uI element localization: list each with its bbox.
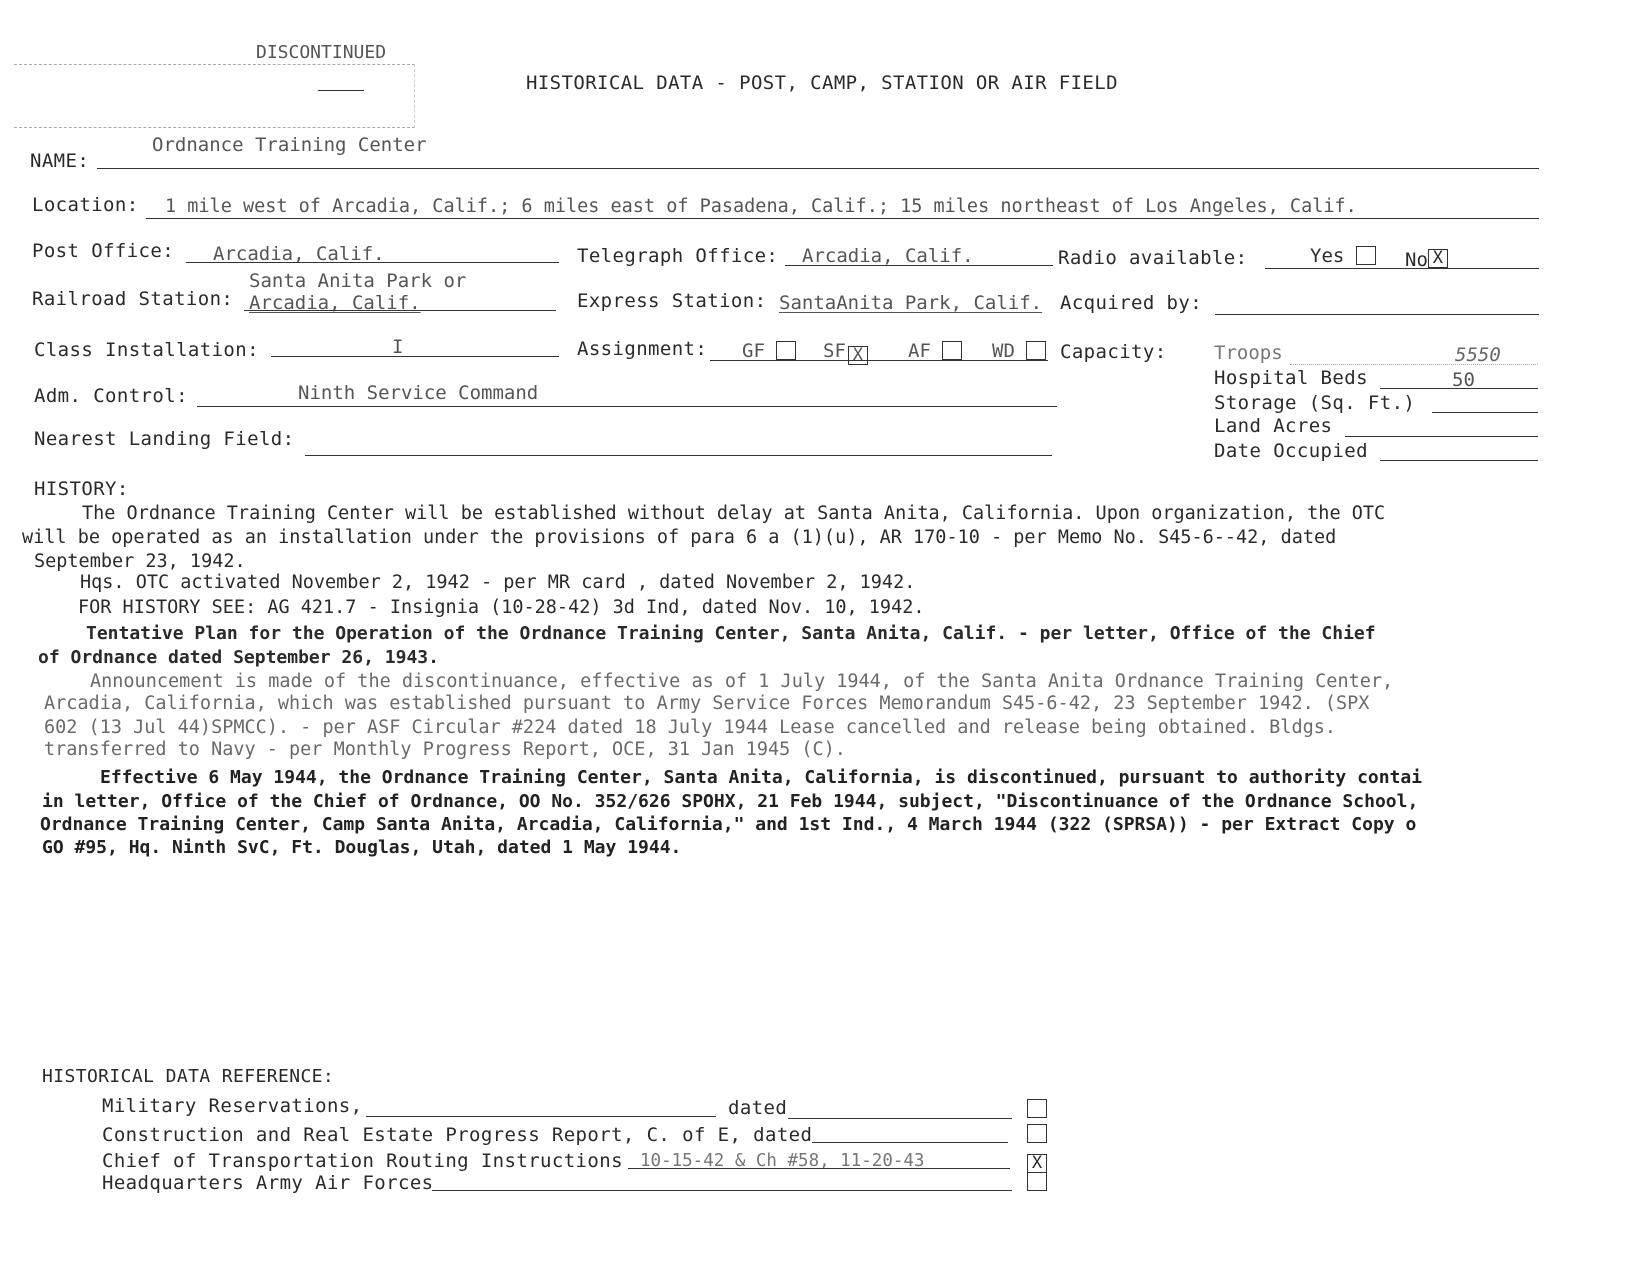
assign-af-label: AF <box>908 340 931 362</box>
ref-aaf-line <box>432 1190 1012 1191</box>
troops-line <box>1290 364 1538 365</box>
date-occupied-line <box>1380 460 1538 461</box>
radio-no-checkbox[interactable]: X <box>1428 249 1448 268</box>
stamp-box <box>14 64 415 128</box>
railroad-value-2: Arcadia, Calif. <box>249 292 421 314</box>
railroad-line <box>244 310 556 311</box>
history-p4-line1: Tentative Plan for the Operation of the Ordnance Training Center, Santa Anita, Calif. - per letter, Office of the Chief <box>86 623 1376 644</box>
class-value: I <box>392 336 404 358</box>
history-p1-line3: September 23, 1942. <box>34 551 246 572</box>
ref-military-line <box>366 1116 716 1117</box>
ref-construction-checkbox-wrap <box>1027 1123 1047 1145</box>
history-p5-line2: Arcadia, California, which was established pursuant to Army Service Forces Memorandum S45-6-42, 23 September 1942. (SPX <box>44 693 1370 714</box>
assign-wd-checkbox[interactable] <box>1026 341 1046 360</box>
history-p2: Hqs. OTC activated November 2, 1942 - per MR card , dated November 2, 1942. <box>80 572 916 593</box>
landing-label: Nearest Landing Field: <box>34 428 295 450</box>
capacity-label: Capacity: <box>1060 341 1167 363</box>
assign-sf-checkbox[interactable]: X <box>848 346 868 365</box>
assign-wd <box>992 340 1046 362</box>
class-line <box>271 356 559 357</box>
ref-transport-label: Chief of Transportation Routing Instructions <box>102 1150 623 1172</box>
radio-yes-checkbox[interactable] <box>1356 246 1376 265</box>
acres-label: Land Acres <box>1214 415 1333 437</box>
history-p6-line1: Effective 6 May 1944, the Ordnance Training Center, Santa Anita, California, is discontinued, pursuant to authority contai <box>100 767 1423 788</box>
post-office-line <box>186 262 559 263</box>
radio-yes <box>1310 245 1376 267</box>
history-p6-line3: Ordnance Training Center, Camp Santa Anita, Arcadia, California," and 1st Ind., 4 March 1944 (322 (SPRSA)) - per Extract Copy o <box>40 814 1417 835</box>
stamp-underline <box>318 90 364 91</box>
ref-transport-checkbox-wrap <box>1027 1148 1047 1173</box>
express-label: Express Station: <box>577 290 767 312</box>
ref-construction-line <box>812 1142 1008 1143</box>
history-p5-line4: transferred to Navy - per Monthly Progress Report, OCE, 31 Jan 1945 (C). <box>44 739 846 760</box>
discontinued-stamp: DISCONTINUED <box>256 42 387 63</box>
assign-gf <box>742 340 796 362</box>
telegraph-line <box>785 265 1053 266</box>
ref-military-dated-line <box>788 1118 1012 1119</box>
ref-aaf-checkbox-wrap <box>1027 1171 1047 1193</box>
acquired-label: Acquired by: <box>1060 292 1203 314</box>
radio-line <box>1265 268 1539 269</box>
class-label: Class Installation: <box>34 339 259 361</box>
telegraph-label: Telegraph Office: <box>577 245 779 267</box>
history-p1-line1: The Ordnance Training Center will be established without delay at Santa Anita, California. Upon organization, the OTC <box>82 503 1386 524</box>
history-p6-line2: in letter, Office of the Chief of Ordnance, OO No. 352/626 SPOHX, 21 Feb 1944, subject, "Discontinuance of the Ordnance School, <box>42 791 1419 812</box>
form-title: HISTORICAL DATA - POST, CAMP, STATION OR AIR FIELD <box>526 72 1118 94</box>
adm-label: Adm. Control: <box>34 385 188 407</box>
radio-yes-label: Yes <box>1310 245 1345 267</box>
name-line <box>97 168 1539 169</box>
assign-wd-label: WD <box>992 340 1015 362</box>
history-p1-line2: will be operated as an installation under the provisions of para 6 a (1)(u), AR 170-10 - per Memo No. S45-6--42, dated <box>22 527 1337 548</box>
adm-line <box>197 406 1057 407</box>
beds-value: 50 <box>1452 369 1475 391</box>
assign-af <box>908 340 962 362</box>
assign-gf-label: GF <box>742 340 765 362</box>
ref-construction-checkbox[interactable] <box>1027 1124 1047 1143</box>
ref-aaf-checkbox[interactable] <box>1027 1172 1047 1191</box>
ref-military-dated: dated <box>728 1097 788 1119</box>
troops-label: Troops <box>1214 342 1283 364</box>
express-value: SantaAnita Park, Calif. <box>779 292 1043 314</box>
assignment-label: Assignment: <box>577 338 708 360</box>
location-label: Location: <box>32 194 139 216</box>
reference-heading: HISTORICAL DATA REFERENCE: <box>42 1066 335 1087</box>
ref-aaf-label: Headquarters Army Air Forces <box>102 1172 434 1194</box>
name-value: Ordnance Training Center <box>152 134 427 156</box>
acres-line <box>1345 436 1538 437</box>
name-label: NAME: <box>30 150 90 172</box>
post-office-label: Post Office: <box>32 240 175 262</box>
date-occupied-label: Date Occupied <box>1214 440 1368 462</box>
ref-construction-label: Construction and Real Estate Progress Report, C. of E, dated <box>102 1124 813 1146</box>
history-p5-line1: Announcement is made of the discontinuance, effective as of 1 July 1944, of the Santa Anita Ordnance Training Center, <box>90 671 1394 692</box>
radio-no <box>1405 243 1448 271</box>
ref-military-checkbox[interactable] <box>1027 1099 1047 1118</box>
location-value: 1 mile west of Arcadia, Calif.; 6 miles east of Pasadena, Calif.; 15 miles northeast of Los Angeles, Calif. <box>165 196 1357 217</box>
ref-military-checkbox-wrap <box>1027 1098 1047 1120</box>
assign-sf <box>823 340 868 365</box>
assign-sf-label: SF <box>823 340 846 362</box>
radio-no-label: No <box>1405 249 1428 271</box>
beds-line <box>1380 388 1538 389</box>
adm-value: Ninth Service Command <box>298 382 539 404</box>
railroad-value-1: Santa Anita Park or <box>249 270 467 292</box>
ref-military-label: Military Reservations, <box>102 1095 363 1117</box>
history-p3: FOR HISTORY SEE: AG 421.7 - Insignia (10-28-42) 3d Ind, dated Nov. 10, 1942. <box>78 597 925 618</box>
telegraph-value: Arcadia, Calif. <box>802 245 974 267</box>
assign-gf-checkbox[interactable] <box>776 341 796 360</box>
radio-label: Radio available: <box>1058 247 1248 269</box>
troops-value: 5550 <box>1455 344 1501 366</box>
ref-transport-checkbox[interactable]: X <box>1027 1154 1047 1173</box>
history-p4-line2: of Ordnance dated September 26, 1943. <box>38 647 439 668</box>
history-p5-line3: 602 (13 Jul 44)SPMCC). - per ASF Circular #224 dated 18 July 1944 Lease cancelled and release being obtained. Bldgs. <box>44 717 1337 738</box>
storage-line <box>1432 412 1538 413</box>
ref-transport-line <box>628 1168 1010 1169</box>
location-line <box>146 218 1539 219</box>
railroad-label: Railroad Station: <box>32 288 234 310</box>
history-p6-line4: GO #95, Hq. Ninth SvC, Ft. Douglas, Utah, dated 1 May 1944. <box>42 837 682 858</box>
history-heading: HISTORY: <box>34 478 129 500</box>
acquired-line <box>1215 314 1539 315</box>
storage-label: Storage (Sq. Ft.) <box>1214 392 1416 414</box>
beds-label: Hospital Beds <box>1214 367 1368 389</box>
post-office-value: Arcadia, Calif. <box>213 243 385 265</box>
ref-transport-value: 10-15-42 & Ch #58, 11-20-43 <box>640 1151 925 1171</box>
assign-af-checkbox[interactable] <box>942 341 962 360</box>
landing-line <box>305 455 1052 456</box>
